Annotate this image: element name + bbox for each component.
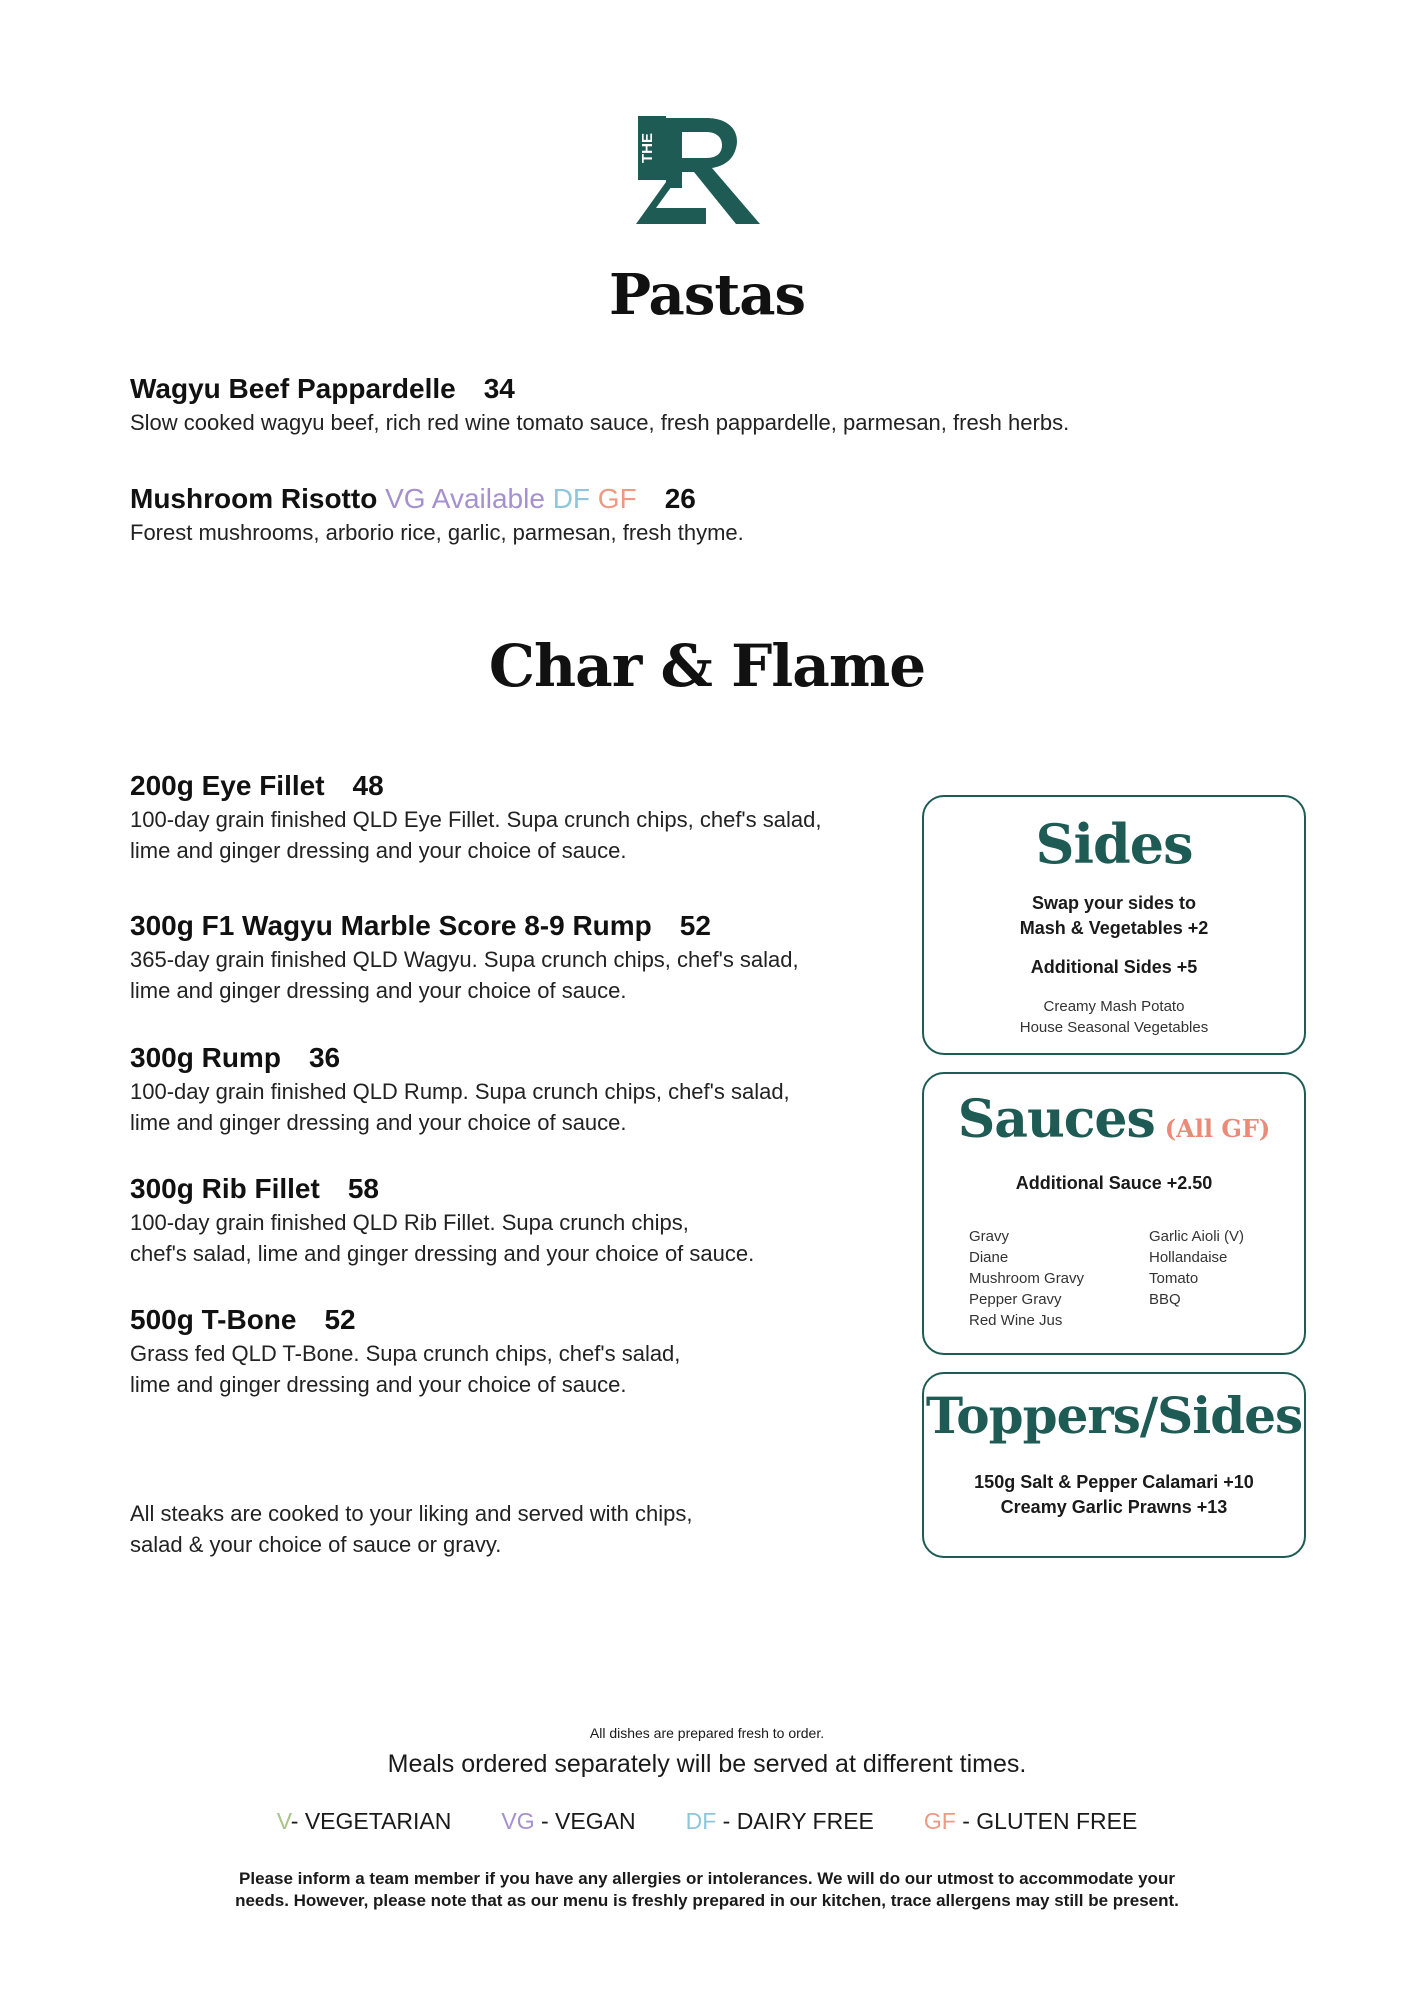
allergy-notice [170, 1868, 1244, 1912]
topper-item: 150g Salt & Pepper Calamari +10 [974, 1472, 1254, 1492]
menu-item [130, 371, 1069, 438]
item-name: 300g F1 Wagyu Marble Score 8-9 Rump [130, 910, 652, 941]
sauces-gf-note: (All GF) [1164, 1114, 1271, 1143]
item-name: 500g T-Bone [130, 1304, 297, 1335]
toppers-box [922, 1372, 1306, 1558]
item-description: 100-day grain finished QLD Rump. Supa crunch chips, chef's salad, [130, 1079, 790, 1104]
item-description: lime and ginger dressing and your choice of sauce. [130, 1372, 627, 1397]
sauce-option: Mushroom Gravy [969, 1270, 1085, 1287]
item-description: lime and ginger dressing and your choice of sauce. [130, 1110, 627, 1135]
sauce-option: Gravy [969, 1228, 1010, 1245]
menu-item [130, 481, 744, 548]
pastas-heading: Pastas [608, 262, 806, 328]
sauces-box [922, 1072, 1306, 1355]
steak-note-line: All steaks are cooked to your liking and served with chips, [130, 1501, 693, 1526]
steak-note [130, 1498, 693, 1560]
legend-vegetarian [277, 1808, 452, 1835]
legend-label: - DAIRY FREE [716, 1808, 874, 1834]
sauces-title: Sauces [957, 1089, 1155, 1150]
legend-dairy-free [686, 1808, 874, 1835]
item-description: Slow cooked wagyu beef, rich red wine tomato sauce, fresh pappardelle, parmesan, fresh herbs. [130, 410, 1070, 435]
legend-label: - VEGAN [534, 1808, 636, 1834]
sauce-column [969, 1226, 1119, 1331]
legend-code: GF [923, 1808, 956, 1834]
item-description: lime and ginger dressing and your choice of sauce. [130, 838, 627, 863]
sauce-option: Pepper Gravy [969, 1291, 1062, 1308]
sides-additional: Additional Sides +5 [1030, 957, 1198, 977]
item-price: 34 [483, 373, 515, 404]
item-name: Mushroom Risotto [130, 483, 378, 514]
item-description: 100-day grain finished QLD Rib Fillet. Supa crunch chips, [130, 1210, 689, 1235]
dietary-legend [0, 1808, 1414, 1835]
restaurant-logo [636, 112, 762, 224]
item-price: 52 [324, 1304, 356, 1335]
separate-meals-note: Meals ordered separately will be served at different times. [387, 1750, 1027, 1778]
item-description: lime and ginger dressing and your choice of sauce. [130, 978, 627, 1003]
item-description: Grass fed QLD T-Bone. Supa crunch chips, chef's salad, [130, 1341, 681, 1366]
item-price: 58 [347, 1173, 379, 1204]
legend-gluten-free [924, 1808, 1137, 1835]
item-description: 365-day grain finished QLD Wagyu. Supa crunch chips, chef's salad, [130, 947, 799, 972]
sauce-list [924, 1226, 1304, 1331]
sides-title: Sides [1035, 812, 1193, 876]
menu-item [130, 1040, 790, 1138]
vegan-available-tag: VG Available [385, 483, 545, 514]
legend-code: VG [501, 1808, 535, 1834]
legend-label: - VEGETARIAN [290, 1808, 452, 1834]
dairy-free-tag: DF [552, 483, 591, 514]
fresh-note: All dishes are prepared fresh to order. [589, 1725, 825, 1741]
item-price: 52 [679, 910, 711, 941]
sauce-option: BBQ [1149, 1291, 1181, 1308]
menu-item [130, 1171, 754, 1269]
sauces-additional: Additional Sauce +2.50 [1015, 1173, 1213, 1193]
menu-item [130, 768, 821, 866]
sauce-option: Hollandaise [1149, 1249, 1228, 1266]
item-price: 48 [352, 770, 384, 801]
item-description: 100-day grain finished QLD Eye Fillet. Supa crunch chips, chef's salad, [130, 807, 822, 832]
sides-swap-line: Swap your sides to [1031, 893, 1197, 913]
legend-vegan [501, 1808, 635, 1835]
sauce-option: Garlic Aioli (V) [1149, 1228, 1245, 1245]
sauce-option: Tomato [1149, 1270, 1199, 1287]
menu-item [130, 1302, 680, 1400]
steak-note-line: salad & your choice of sauce or gravy. [130, 1532, 502, 1557]
sides-box [922, 795, 1306, 1055]
item-name: 200g Eye Fillet [130, 770, 325, 801]
char-flame-heading: Char & Flame [488, 632, 926, 700]
side-option: Creamy Mash Potato [1043, 998, 1185, 1015]
item-description: chef's salad, lime and ginger dressing and your choice of sauce. [130, 1241, 755, 1266]
legend-code: DF [685, 1808, 717, 1834]
item-price: 36 [308, 1042, 341, 1073]
allergy-line: needs. However, please note that as our menu is freshly prepared in our kitchen, trace allergens may still be present. [235, 1891, 1179, 1910]
item-name: 300g Rib Fillet [130, 1173, 320, 1204]
allergy-line: Please inform a team member if you have any allergies or intolerances. We will do our utmost to accommodate your [239, 1869, 1175, 1888]
sauce-option: Diane [969, 1249, 1009, 1266]
item-name: 300g Rump [130, 1042, 281, 1073]
legend-code: V [276, 1808, 291, 1834]
sauce-option: Red Wine Jus [969, 1312, 1063, 1329]
side-option: House Seasonal Vegetables [1019, 1019, 1209, 1036]
sauce-column [1149, 1226, 1259, 1331]
menu-item [130, 908, 799, 1006]
item-description: Forest mushrooms, arborio rice, garlic, parmesan, fresh thyme. [130, 520, 744, 545]
logo-text: THE [639, 133, 656, 163]
legend-label: - GLUTEN FREE [955, 1808, 1138, 1834]
gluten-free-tag: GF [597, 483, 637, 514]
topper-item: Creamy Garlic Prawns +13 [1000, 1497, 1228, 1517]
sides-swap-line: Mash & Vegetables +2 [1019, 918, 1209, 938]
item-name: Wagyu Beef Pappardelle [130, 373, 456, 404]
toppers-title: Toppers/Sides [925, 1386, 1303, 1445]
item-price: 26 [664, 483, 696, 514]
